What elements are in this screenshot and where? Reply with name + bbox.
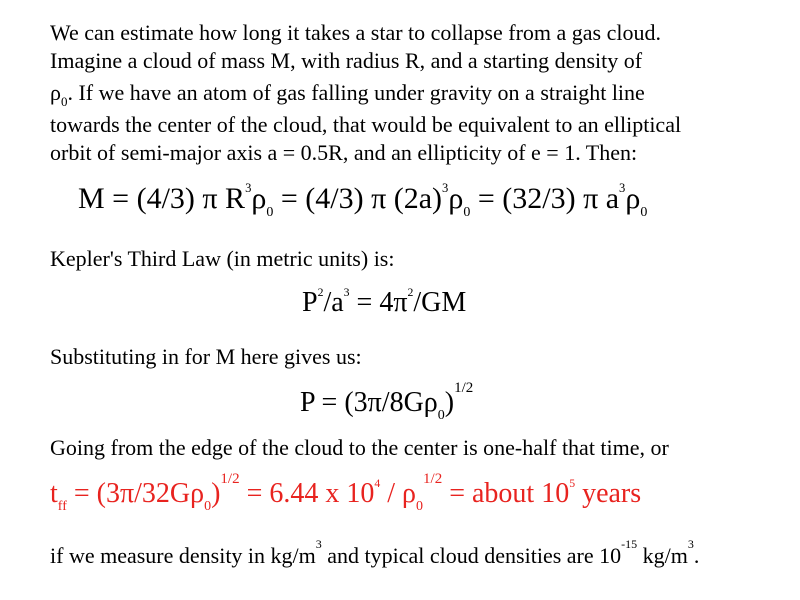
intro-line-2: Imagine a cloud of mass M, with radius R, and a starting density of: [50, 48, 643, 73]
period-equation: $P = (3\pi/8G\rho_0)^{1/2}$: [300, 380, 474, 423]
intro-line-3-text: . If we have an atom of gas falling under gravity on a straight line: [67, 80, 645, 105]
footer-text: if we measure density in $kg/m^3$ and typical cloud densities are $10^{-15}$ $kg/m^3$.: [50, 537, 700, 568]
kepler-text: Kepler's Third Law (in metric units) is:: [50, 246, 395, 271]
intro-line-1: We can estimate how long it takes a star to collapse from a gas cloud.: [50, 20, 661, 45]
rho-symbol: ρ: [50, 80, 61, 105]
free-fall-time-equation: $t_{ff} = (3\pi/32G\rho_0)^{1/2} = 6.44$ x $10^4 / \rho_0^{1/2}$ = about $10^5$ years: [50, 471, 642, 514]
substituting-text: Substituting in for M here gives us:: [50, 344, 362, 369]
intro-line-3: [50, 78, 645, 110]
kepler-equation: $P^2/a^3 = 4\pi^2/GM$: [302, 286, 467, 318]
intro-line-5: orbit of semi-major axis a = 0.5R, and an ellipticity of e = 1. Then:: [50, 140, 638, 165]
intro-line-4: towards the center of the cloud, that would be equivalent to an elliptical: [50, 112, 682, 137]
rho-subscript: 0: [60, 94, 68, 109]
half-time-text: Going from the edge of the cloud to the center is one-half that time, or: [50, 435, 669, 460]
mass-equation: M = (4/3) π $R^3\rho_0 = (4/3)$ π $(2a)^3\rho_0 = (32/3)$ π $a^3\rho_0$: [78, 181, 648, 220]
